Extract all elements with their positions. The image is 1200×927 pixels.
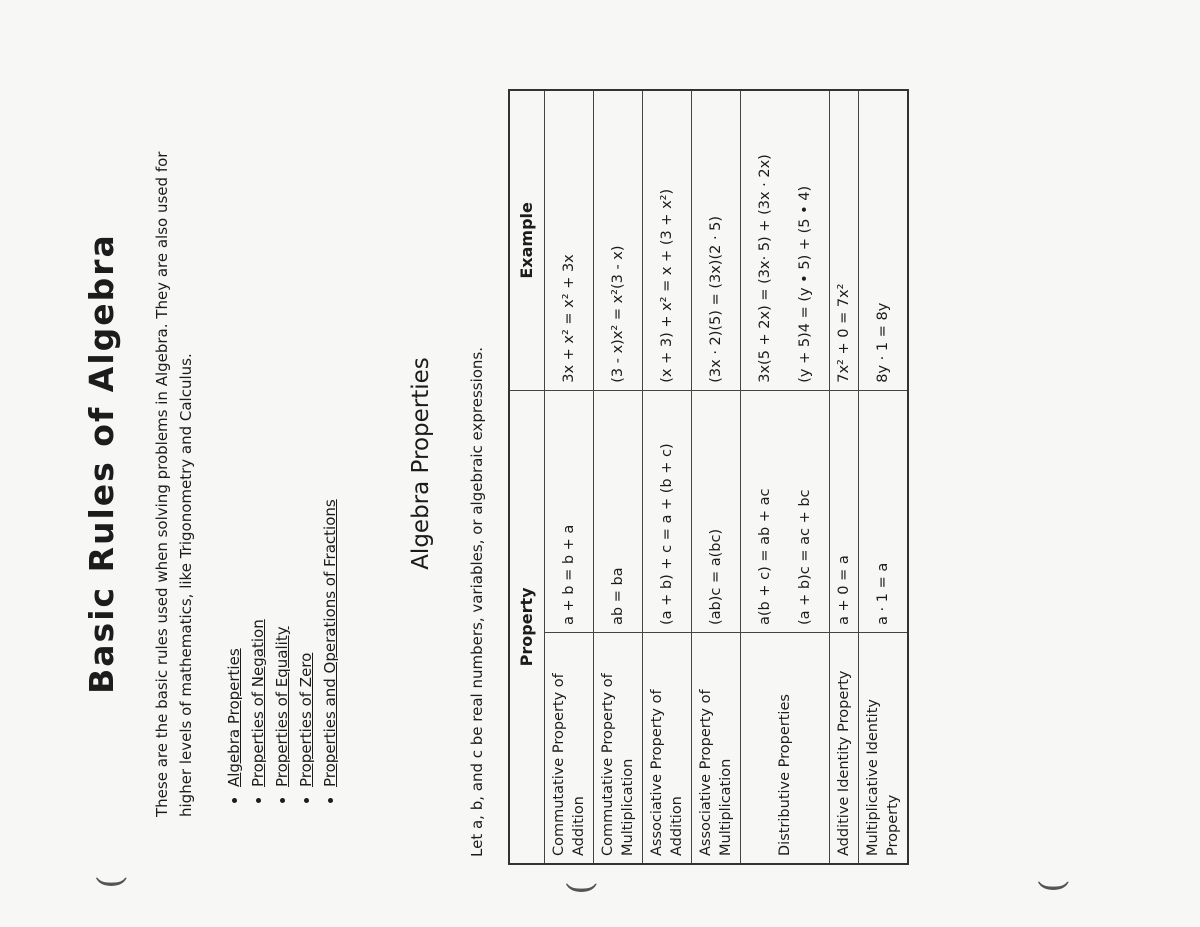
list-item [246, 499, 270, 787]
link-properties-of-negation[interactable]: Properties of Negation [249, 619, 267, 787]
intro-paragraph: These are the basic rules used when solving problems in Algebra. They are also used for higher levels of mathematics, like Trigonometry and Calculus. [153, 151, 195, 817]
property-rule [741, 390, 830, 632]
list-item [294, 499, 318, 787]
page-title: Basic Rules of Algebra [82, 233, 121, 694]
property-name: Associative Property of Multiplication [692, 632, 741, 864]
property-rule: a · 1 = a [859, 390, 909, 632]
table-row [830, 90, 859, 864]
property-rule: (ab)c = a(bc) [692, 390, 741, 632]
binder-hole-mark: ( [1032, 879, 1073, 893]
property-name: Multiplicative Identity Property [859, 632, 909, 864]
binder-hole-mark: ( [560, 881, 601, 895]
property-example: 3x + x² = x² + 3x [545, 90, 594, 390]
property-example: (3 - x)x² = x²(3 - x) [594, 90, 643, 390]
table-header-row [509, 90, 545, 864]
link-properties-of-equality[interactable]: Properties of Equality [273, 626, 291, 787]
link-properties-of-zero[interactable]: Properties of Zero [297, 652, 315, 787]
table-row [859, 90, 909, 864]
link-properties-of-fractions[interactable]: Properties and Operations of Fractions [321, 499, 339, 787]
property-rule: a + b = b + a [545, 390, 594, 632]
property-name: Commutative Property of Multiplication [594, 632, 643, 864]
property-name: Distributive Properties [741, 632, 830, 864]
property-rule: ab = ba [594, 390, 643, 632]
properties-table [508, 89, 909, 865]
property-rule-line: (a + b)c = ac + bc [797, 489, 813, 625]
table-row [594, 90, 643, 864]
binder-hole-mark: ( [90, 875, 131, 889]
link-algebra-properties[interactable]: Algebra Properties [225, 648, 243, 787]
list-item [222, 499, 246, 787]
property-name: Commutative Property of Addition [545, 632, 594, 864]
property-name: Associative Property of Addition [643, 632, 692, 864]
property-example: (x + 3) + x² = x + (3 + x²) [643, 90, 692, 390]
property-example-line: 3x(5 + 2x) = (3x· 5) + (3x · 2x) [757, 154, 773, 383]
property-name: Additive Identity Property [830, 632, 859, 864]
property-example [741, 90, 830, 390]
property-example: (3x · 2)(5) = (3x)(2 · 5) [692, 90, 741, 390]
table-row [643, 90, 692, 864]
table-row [741, 90, 830, 864]
property-example: 8y · 1 = 8y [859, 90, 909, 390]
property-rule-line: a(b + c) = ab + ac [757, 488, 773, 625]
table-row [545, 90, 594, 864]
property-example-line: (y + 5)4 = (y • 5) + (5 • 4) [797, 185, 813, 383]
list-item [318, 499, 342, 787]
topic-link-list [222, 499, 342, 819]
property-rule: (a + b) + c = a + (b + c) [643, 390, 692, 632]
property-example: 7x² + 0 = 7x² [830, 90, 859, 390]
header-example: Example [509, 90, 545, 390]
header-property: Property [509, 390, 545, 864]
table-row [692, 90, 741, 864]
property-rule: a + 0 = a [830, 390, 859, 632]
list-item [270, 499, 294, 787]
section-title: Algebra Properties [408, 357, 434, 570]
definition-line: Let a, b, and c be real numbers, variables, or algebraic expressions. [468, 346, 486, 857]
